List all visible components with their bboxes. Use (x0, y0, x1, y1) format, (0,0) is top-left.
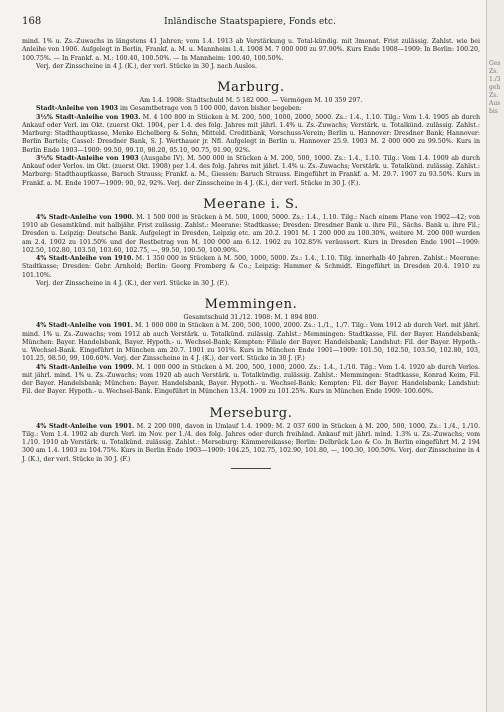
entry-text: (Ausgabe IV). M. 500 000 in Stücken à M. 200, 500, 1000. Zs.: 1.4., 1.10. Tilg.: Vom 1.4. 1909 ab durch Ankauf oder Verlos. im Okt. (zuerst Okt. 1908) per 1.4. des folg. Jahres mit jährl. 1.4% u. Zs.-Zuwachs; Verstärk. u. Totalkünd. zulässig. Zahlst.: Marburg: Stadthauptkasse, Baruch Strauss; Frankf. a. M., Giessen: Baruch Strauss. Eingeführt in Frankf. a. M. 29.7. 1907 zu 93.50%. Kurs in Frankf. a. M. Ende 1907—1909: 90, 92, 92%. Verj. der Zinsscheine in 4 J. (K.), der verl. Stücke in 30 J. (F.). (22, 154, 480, 187)
entry-text: M. 2 200 000, davon in Umlauf 1.4. 1909: M. 2 037 600 in Stücken à M. 200, 500, 1000. Zs.: 1./4., 1./10. Tilg.: Vom 1.4. 1902 ab durch Verl. im Nov. per 1./4. des folg. Jahres oder durch freihänd. Ankauf mit jährl. mind. 1.3% u. Zs.-Zuwachs; vom 1./10. 1910 ab Verstärk. u. Totalkünd. zulässig. Zahlst.: Merseburg: Kämmereikasse; Berlin: Delbrück Leo & Co. In Berlin eingeführt M. 2 194 300 am 1.4. 1903 zu 104.75%. Kurs in Berlin Ende 1903—1909: 104.25, 102.75, 102.90, 101.80, —, 100.30, 100.50%. Verj. der Zinsscheine in 4 J. (K.), der verl. Stücke in 30 J. (F.) (22, 422, 481, 463)
entry-text: M. 1 350 000 in Stücken à M. 500, 1000, 5000. Zs.: 1.4., 1.10. Tilg. innerhalb 40 Jahren. Zahlst.: Meerane: Stadtkasse; Dresden: Gebr. Arnhold; Berlin: Georg Fromberg & Co.; Leipzig: Hammer & Schmidt. Eingeführt in Dresden 20.4. 1910 zu 101.10%. (22, 255, 481, 279)
section-title-meerane: Meerane i. S. (203, 196, 299, 212)
meerane-entry-1 (22, 214, 480, 255)
entry-text: M. 1 500 000 in Stücken à M. 500, 1000, 5000. Zs.: 1.4., 1.10. Tilg.: Nach einem Plane von 1902—42; von 1910 ab Gesamtkünd. mit halbjähr. Frist zulässig. Zahlst.: Meerane: Stadtkasse; Dresden: Dresdner Bank u. ihre Fil., Sächs. Bank u. ihre Fil.; Dresden u. Leipzig: Deutsche Bank. Aufgelegt in Dresden, Leipzig etc. am 20.2. 1901 M. 1 200 000 zu 100.30%, weitere M. 200 000 wurden am 2.4. 1902 zu 101.50% und der Restbetrag von M. 100 000 am 6.12. 1902 zu 102.85% veräussert. Kurs in Dresden Ende 1901—1909: 102.50, 102.80, 103.50, 103.60, 102.75, —, 99.50, 100.50, 100.90%. (22, 213, 481, 254)
entry-head: 4% Stadt-Anleihe von 1910. (36, 255, 134, 262)
marburg-entry-2 (22, 114, 480, 155)
section-title-memmingen: Memmingen. (204, 297, 298, 312)
end-rule (231, 468, 271, 469)
entry-text: im Gesamtbetrage von 5 100 000, davon bisher begeben: (120, 105, 302, 113)
margin-glyph: bis (489, 108, 498, 115)
margin-glyph: Zs. (489, 68, 499, 75)
entry-head: 4% Stadt-Anleihe von 1901. (36, 422, 135, 430)
entry-head: 3½% Stadt-Anleihe von 1903. (36, 113, 141, 121)
intro-paragraph: mind. 1% u. Zs.-Zuwachs in längstens 41 Jahren; vom 1.4. 1913 ab Verstärkung u. Total-kündig. mit 3monat. Frist zulässig. Zahlst. wie bei Anleihe von 1906. Aufgelegt in Berlin, Frankf. a. M. u. Mannheim 1.4. 1908 M. 7 000 000 zu 97.90%. Kurs Ende 1908—1909: In Berlin: 100.20, 100.75%. — In Frankf. a. M.: 100.40, 100.50%. — In Mannheim: 100.40, 100.50%. (22, 38, 480, 62)
entry-head: 4% Stadt-Anleihe von 1901. (36, 322, 133, 330)
marburg-entry-3 (22, 155, 480, 188)
marburg-subheading: Am 1.4. 1908: Stadtschuld M. 5 182 000. — Vermögen M. 10 359 297. (139, 97, 363, 104)
memmingen-entry-2 (22, 364, 480, 397)
page-content (22, 38, 480, 469)
entry-head: 4% Stadt-Anleihe von 1900. (36, 213, 134, 221)
intro-verj: Verj. der Zinsscheine in 4 J. (K.), der verl. Stücke in 30 J. nach Auslos. (36, 62, 257, 70)
margin-glyph: 1./3 (489, 76, 501, 83)
running-title: Inländische Staatspapiere, Fonds etc. (164, 17, 336, 27)
merseburg-entry-1 (22, 423, 480, 464)
memmingen-entry-1 (22, 322, 480, 363)
margin-glyph: Ges (489, 60, 501, 67)
entry-text: M. 4 100 800 in Stücken à M. 200, 500, 1000, 2000, 5000. Zs.: 1.4., 1.10. Tilg.: Vom 1.4. 1905 ab durch Ankauf oder Verl. im Okt. (zuerst Okt. 1904, per 1.4. des folg. Jahres mit jährl. 1.4% u. Zs.-Zuwachs; Verstärk. u. Totalkünd. zulässig. Zahlst.: Marburg: Stadthauptkasse, Menke Eichelberg & Sohn, Mitteld. Creditbank, Vorschuss-Verein; Berlin u. Hannover: Dresdner Bank; Hannover: Berlin Bartels; Cassel: Dresdner Bank, S. J. Werthauer jr. Nfl. Aufgelegt in Berlin u. Hannover 25.9. 1903 M. 2 000 000 zu 99.50%. Kurs in Berlin Ende 1903—1909: 99.50, 99.10, 98.20, 95.10, 90.75, 91.90, 92%. (22, 113, 480, 154)
margin-glyph: geh (489, 84, 501, 91)
marburg-entry-1 (22, 105, 480, 113)
adjacent-page-edge (486, 0, 504, 712)
meerane-verj: Verj. der Zinsscheine in 4 J. (K.), der verl. Stücke in 30 J. (F.). (36, 279, 230, 287)
page-number: 168 (22, 16, 42, 27)
entry-head: Stadt-Anleihe von 1903 (36, 105, 119, 113)
section-title-merseburg: Merseburg. (209, 405, 293, 421)
entry-text: M. 1 000 000 in Stücken à M. 200, 500, 1000, 2000. Zs.: 1./1., 1./7. Tilg.: Vom 1912 ab durch Verl. mit jährl. mind. 1% u. Zs.-Zuwachs; vom 1912 ab auch Verstärk. u. Totalkünd. zulässig. Zahlst.: Memmingen: Stadtkasse, Fil. der Bayer. Handelsbank; München: Bayer. Handelsbank, Bayer. Hypoth.- u. Wechsel-Bank; Kempten: Filiale der Bayer. Handelsbank; Landshut: Fil. der Bayer. Hypoth.- u. Wechsel-Bank. Eingeführt in München am 20.7. 1901 zu 101%. Kurs in München Ende 1901—1909: 101.50, 102.50, 103.50, 102.80, 103, 101.25, 98.50, 99, 100.60%. Verj. der Zinsscheine in 4 J. (K.), der verl. Stücke in 30 J. (F.) (22, 322, 480, 363)
entry-head: 3½% Stadt-Anleihe von 1903 (36, 154, 139, 162)
margin-glyph: Zs. (489, 92, 499, 99)
meerane-entry-2 (22, 255, 480, 280)
entry-head: 4% Stadt-Anleihe von 1909. (36, 363, 134, 371)
margin-glyph: Aus (489, 100, 501, 107)
section-title-marburg: Marburg. (217, 80, 285, 95)
entry-text: M. 1 000 000 in Stücken à M. 200, 500, 1000, 2000. Zs.: 1.4., 1./10. Tilg.: Vom 1.4. 1920 ab durch Verlos. mit jährl. mind. 1% u. Zs.-Zuwachs; vom 1920 ab auch Verstärk. u. Totalkündig. zulässig. Zahlst.: Memmingen: Stadtkasse, Konrad Keim, Fil. der Bayer. Handelsbank; München: Bayer. Handelsbank, Bayer. Hypoth.- u. Wechsel-Bank; Kempten: Fil. der Bayer. Handelsbank; Landshut: Fil. der Bayer. Hypoth.- u. Wechsel-Bank. Eingeführt in München 13./4. 1909 zu 101.25%. Kurs in München Ende 1909: 100.60%. (22, 363, 480, 396)
memmingen-subheading: Gesamtschuld 31./12. 1908: M. 1 894 800. (183, 314, 319, 321)
